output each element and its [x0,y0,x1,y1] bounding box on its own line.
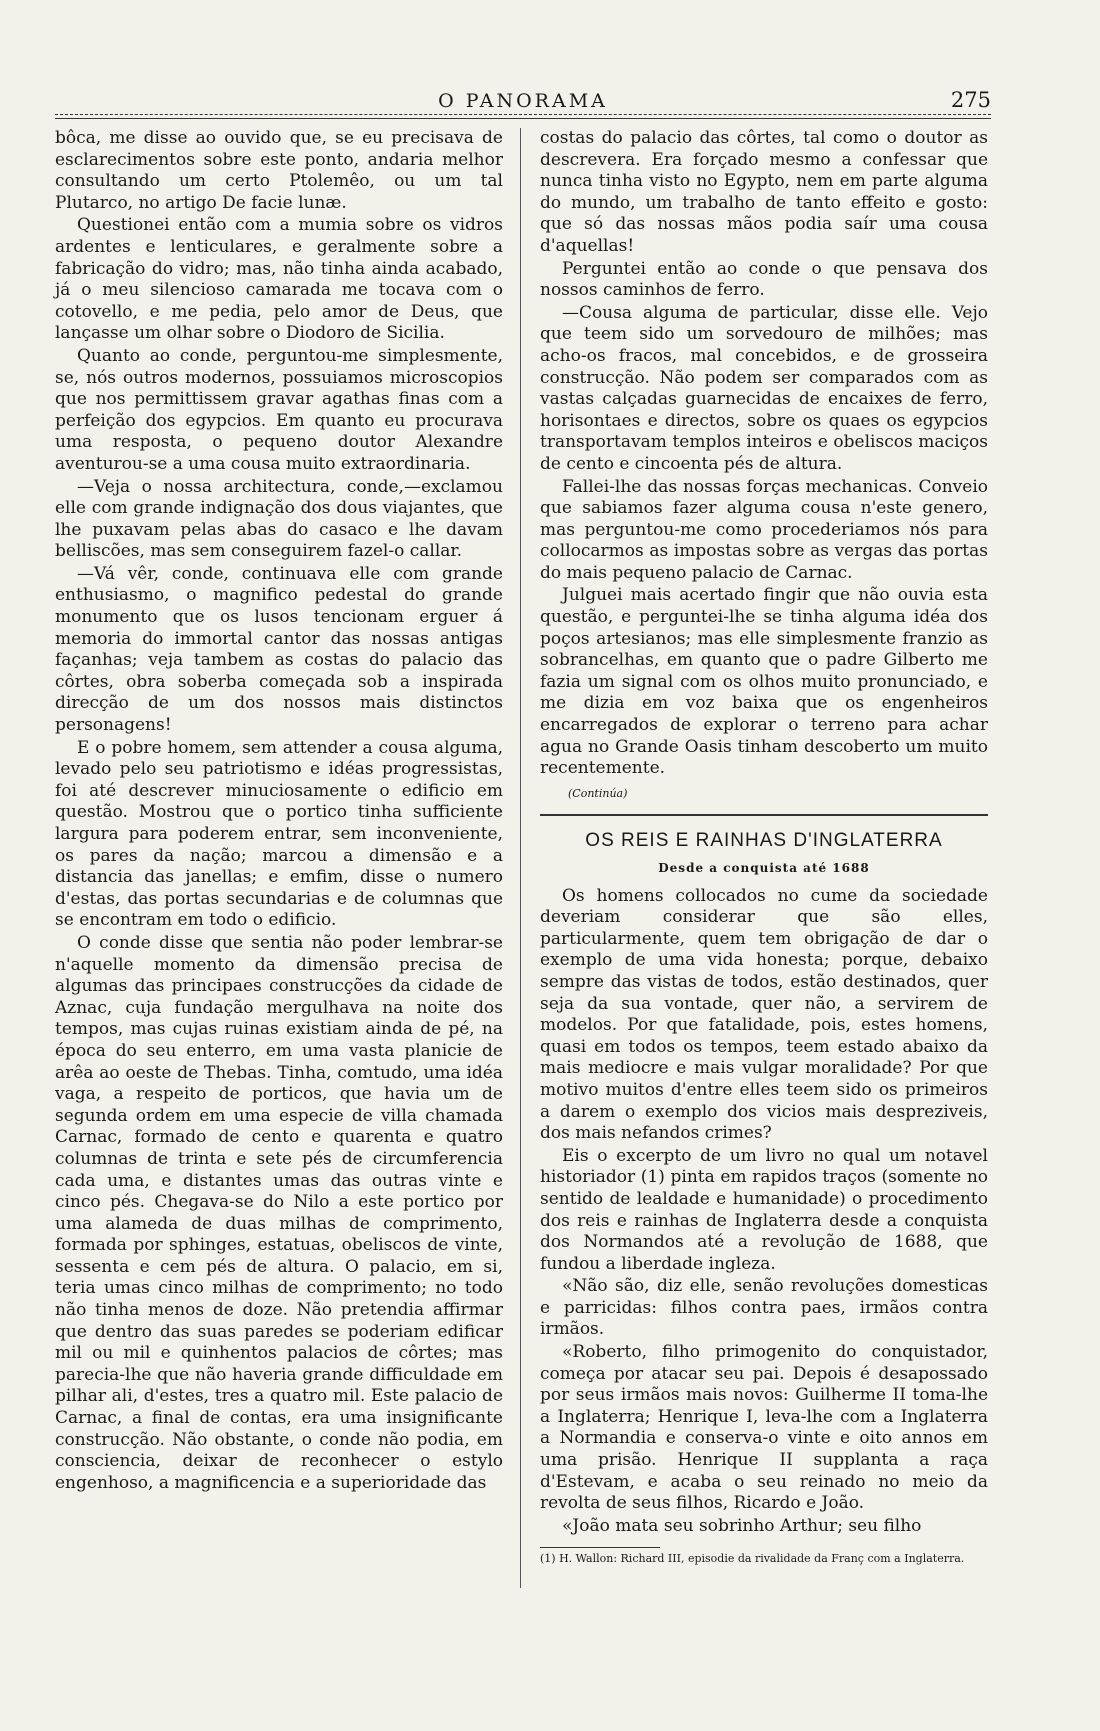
page-header [55,82,991,116]
left-column [55,128,503,1495]
right-column [540,128,988,1566]
paragraph: Eis o excerpto de um livro no qual um notavel historiador (1) pinta em rapidos traços (somente no sentido de lealdade e humanidade) o procedimento dos reis e rainhas de Inglaterra desde a conquista dos Normandos até a revolução de 1688, que fundou a liberdade ingleza. [540,1145,988,1274]
section-rule [540,814,988,816]
paragraph: O conde disse que sentia não poder lembrar-se n'aquelle momento da dimensão precisa de algumas das principaes construcções da cidade de Aznac, cuja fundação mergulhava na noite dos tempos, mas cujas ruinas existiam ainda de pé, na época do seu enterro, em uma vasta planicie de arêa ao oeste de Thebas. Tinha, comtudo, uma idéa vaga, a respeito de porticos, que havia um de segunda ordem em uma especie de villa chamada Carnac, formado de cento e quarenta e quatro columnas de trinta e sete pés de circumferencia cada uma, e distantes umas das outras vinte e cinco pés. Chegava-se do Nilo a este portico por uma alameda de duas milhas de comprimento, formada por sphinges, estatuas, obeliscos de vinte, sessenta e cem pés de altura. O palacio, em si, teria umas cinco milhas de comprimento; no todo não tinha menos de doze. Não pretendia affirmar que dentro das suas paredes se poderiam edificar mil ou mil e quinhentos palacios de côrtes; mas parecia-lhe que não haveria grande difficuldade em pilhar ali, d'estes, tres a quatro mil. Este palacio de Carnac, a final de contas, era uma insignificante construcção. Não obstante, o conde não podia, em consciencia, deixar de reconhecer o estylo engenhoso, a magnificencia e a superioridade das [55,932,503,1493]
paragraph: «Não são, diz elle, senão revoluções domesticas e parricidas: filhos contra paes, irmãos contra irmãos. [540,1276,988,1340]
paragraph: Fallei-lhe das nossas forças mechanicas. Conveio que sabiamos fazer alguma cousa n'este genero, mas perguntou-me como procederiamos nós para collocarmos as impostas sobre as vergas das portas do mais pequeno palacio de Carnac. [540,476,988,583]
section-subtitle: Desde a conquista até 1688 [658,861,870,875]
paragraph: Questionei então com a mumia sobre os vidros ardentes e lenticulares, e geralmente sobre a fabricação do vidro; mas, não tinha ainda acabado, já o meu silencioso camarada me tocava com o cotovello, e me pedia, pelo amor de Deus, que lançasse um olhar sobre o Diodoro de Sicilia. [55,215,503,344]
paragraph: —Vá vêr, conde, continuava elle com grande enthusiasmo, o magnifico pedestal do grande monumento que os lusos tencionam erguer á memoria do immortal cantor das nossas antigas façanhas; veja tambem as costas do palacio das côrtes, obra soberba começada sob a inspirada direcção de um dos nossos mais distinctos personagens! [55,563,503,736]
footnote-rule [540,1547,660,1548]
paragraph: Julguei mais acertado fingir que não ouvia esta questão, e perguntei-lhe se tinha alguma idéa dos poços artesianos; mas elle simplesmente franzio as sobrancelhas, em quanto que o padre Gilberto me fazia um signal com os olhos muito pronunciado, e me dizia em voz baixa que os engenheiros encarregados de explorar o terreno para achar agua no Grande Oasis tinham descoberto um muito recentemente. [540,585,988,779]
publication-title: O PANORAMA [438,90,608,112]
paragraph: —Cousa alguma de particular, disse elle. Vejo que teem sido um sorvedouro de milhões; mas acho-os fracos, mal concebidos, e de grosseira construcção. Não podem ser comparados com as vastas calçadas guarnecidas de encaixes de ferro, horisontaes e directos, sobre os quaes os egypcios transportavam templos inteiros e obeliscos maciços de cento e cincoenta pés de altura. [540,302,988,474]
paragraph: costas do palacio das côrtes, tal como o doutor as descrevera. Era forçado mesmo a confessar que nunca tinha visto no Egypto, nem em parte alguma do mundo, um trabalho de tanto effeito e gosto: que só das nossas mãos podia saír uma cousa d'aquellas! [540,128,988,256]
header-rule [55,114,991,119]
continua-note: (Continúa) [568,786,628,800]
paragraph: Perguntei então ao conde o que pensava dos nossos caminhos de ferro. [540,258,988,301]
column-divider [520,128,521,1588]
paragraph: Quanto ao conde, perguntou-me simplesmente, se, nós outros modernos, possuiamos microscopios que nos permittissem gravar agathas finas com a perfeição dos egypcios. Em quanto eu procurava uma resposta, o pequeno doutor Alexandre aventurou-se a uma cousa muito extraordinaria. [55,345,503,474]
footnote: (1) H. Wallon: Richard III, episodie da rivalidade da Franç com a Inglaterra. [540,1552,965,1566]
paragraph: E o pobre homem, sem attender a cousa alguma, levado pelo seu patriotismo e idéas progressistas, foi até descrever minuciosamente o edificio em questão. Mostrou que o portico tinha sufficiente largura para poderem entrar, sem inconveniente, os pares da nação; marcou a dimensão e a distancia das janellas; e emfim, disse o numero d'estas, das portas secundarias e de columnas que se encontram em todo o edificio. [55,737,503,931]
paragraph: «João mata seu sobrinho Arthur; seu filho [562,1515,922,1536]
page-number: 275 [950,88,991,112]
paragraph: Os homens collocados no cume da sociedade deveriam considerar que são elles, particularmente, quem tem obrigação de dar o exemplo de uma vida honesta; porque, debaixo sempre das vistas de todos, estão destinados, quer seja da sua vontade, quer não, a servirem de modelos. Por que fatalidade, pois, estes homens, quasi em todos os tempos, teem estado abaixo da mais mediocre e mais vulgar moralidade? Por que motivo muitos d'entre elles teem sido os primeiros a darem o exemplo dos vicios mais despreziveis, dos mais nefandos crimes? [540,885,988,1144]
section-title: OS REIS E RAINHAS D'INGLATERRA [585,830,943,852]
paragraph: bôca, me disse ao ouvido que, se eu precisava de esclarecimentos sobre este ponto, andaria melhor consultando um certo Ptolemêo, ou um tal Plutarco, no artigo De facie lunæ. [55,128,503,213]
paragraph: —Veja o nossa architectura, conde,—exclamou elle com grande indignação dos dous viajantes, que lhe puxavam pelas abas do casaco e lhe davam belliscões, mas sem conseguirem fazel-o callar. [55,476,503,562]
paragraph: «Roberto, filho primogenito do conquistador, começa por atacar seu pai. Depois é desapossado por seus irmãos mais novos: Guilherme II toma-lhe a Inglaterra; Henrique I, leva-lhe com a Inglaterra a Normandia e conserva-o vinte e oito annos em uma prisão. Henrique II supplanta a raça d'Estevam, e acaba o seu reinado no meio da revolta de seus filhos, Ricardo e João. [540,1342,988,1514]
